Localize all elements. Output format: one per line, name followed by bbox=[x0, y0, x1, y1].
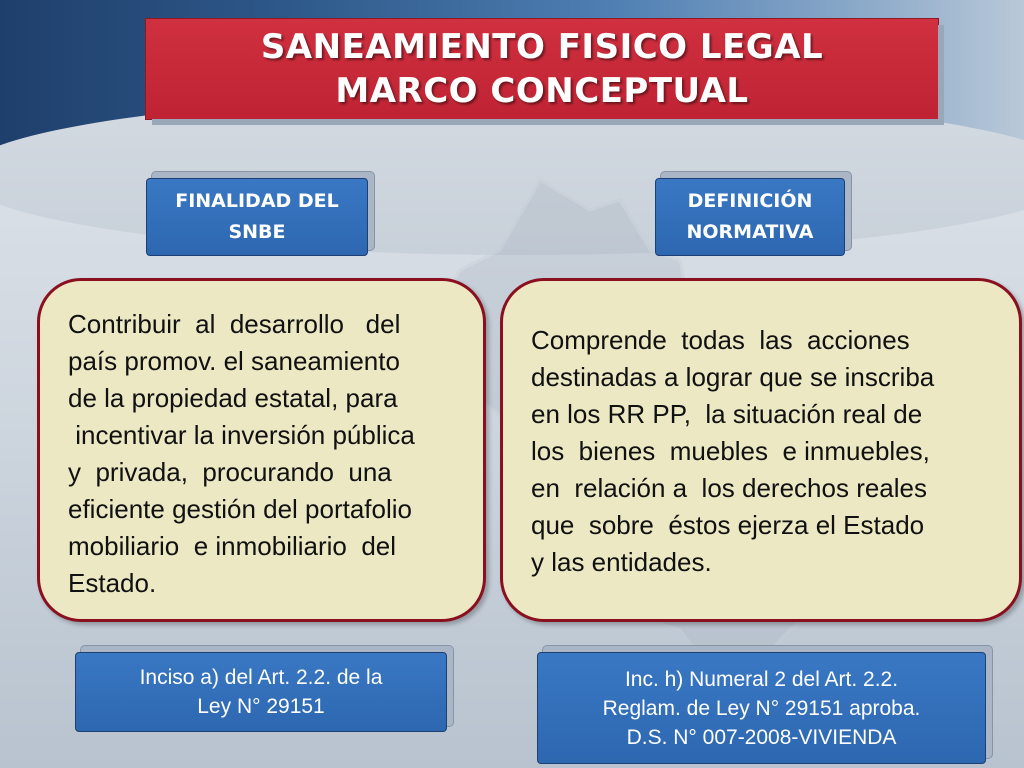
title-line-1: SANEAMIENTO FISICO LEGAL bbox=[260, 27, 824, 67]
definicion-heading-line-2: NORMATIVA bbox=[686, 221, 814, 243]
definicion-text-line: en relación a los derechos reales bbox=[531, 473, 928, 503]
definicion-text-line: los bienes muebles e inmuebles, bbox=[531, 436, 930, 466]
finalidad-text-line: país promov. el saneamiento bbox=[68, 346, 400, 376]
finalidad-heading-line-2: SNBE bbox=[228, 221, 286, 243]
finalidad-text-line: y privada, procurando una bbox=[68, 457, 392, 487]
finalidad-card bbox=[37, 278, 486, 622]
finalidad-text-line: incentivar la inversión pública bbox=[68, 420, 415, 450]
definicion-heading-box bbox=[655, 178, 845, 256]
finalidad-text-line: Estado. bbox=[68, 568, 157, 598]
finalidad-text-line: eficiente gestión del portafolio bbox=[68, 494, 413, 524]
finalidad-text-line: de la propiedad estatal, para bbox=[68, 383, 398, 413]
finalidad-reference-line-1: Inciso a) del Art. 2.2. de la bbox=[139, 666, 383, 689]
title-line-2: MARCO CONCEPTUAL bbox=[335, 71, 749, 111]
finalidad-text-line: Contribuir al desarrollo del bbox=[68, 309, 401, 339]
finalidad-heading-line-1: FINALIDAD DEL bbox=[175, 190, 339, 212]
finalidad-reference-box bbox=[75, 652, 447, 732]
finalidad-text-line: mobiliario e inmobiliario del bbox=[68, 531, 397, 561]
definicion-text-line: en los RR PP, la situación real de bbox=[531, 399, 923, 429]
definicion-reference-line-1: Inc. h) Numeral 2 del Art. 2.2. bbox=[624, 667, 899, 691]
definicion-reference-box bbox=[537, 652, 986, 764]
finalidad-heading-box bbox=[146, 178, 368, 256]
definicion-reference-line-2: Reglam. de Ley N° 29151 aproba. bbox=[602, 696, 921, 720]
definicion-text-line: destinadas a lograr que se inscriba bbox=[531, 362, 935, 392]
title-banner bbox=[146, 19, 938, 119]
definicion-reference-line-3: D.S. N° 007-2008-VIVIENDA bbox=[626, 725, 897, 749]
definicion-card bbox=[500, 278, 1022, 622]
definicion-text-line: y las entidades. bbox=[531, 547, 712, 577]
definicion-heading-line-1: DEFINICIÓN bbox=[687, 190, 813, 212]
finalidad-reference-line-2: Ley N° 29151 bbox=[197, 695, 325, 718]
definicion-text-line: que sobre éstos ejerza el Estado bbox=[531, 510, 925, 540]
definicion-text-line: Comprende todas las acciones bbox=[531, 325, 910, 355]
